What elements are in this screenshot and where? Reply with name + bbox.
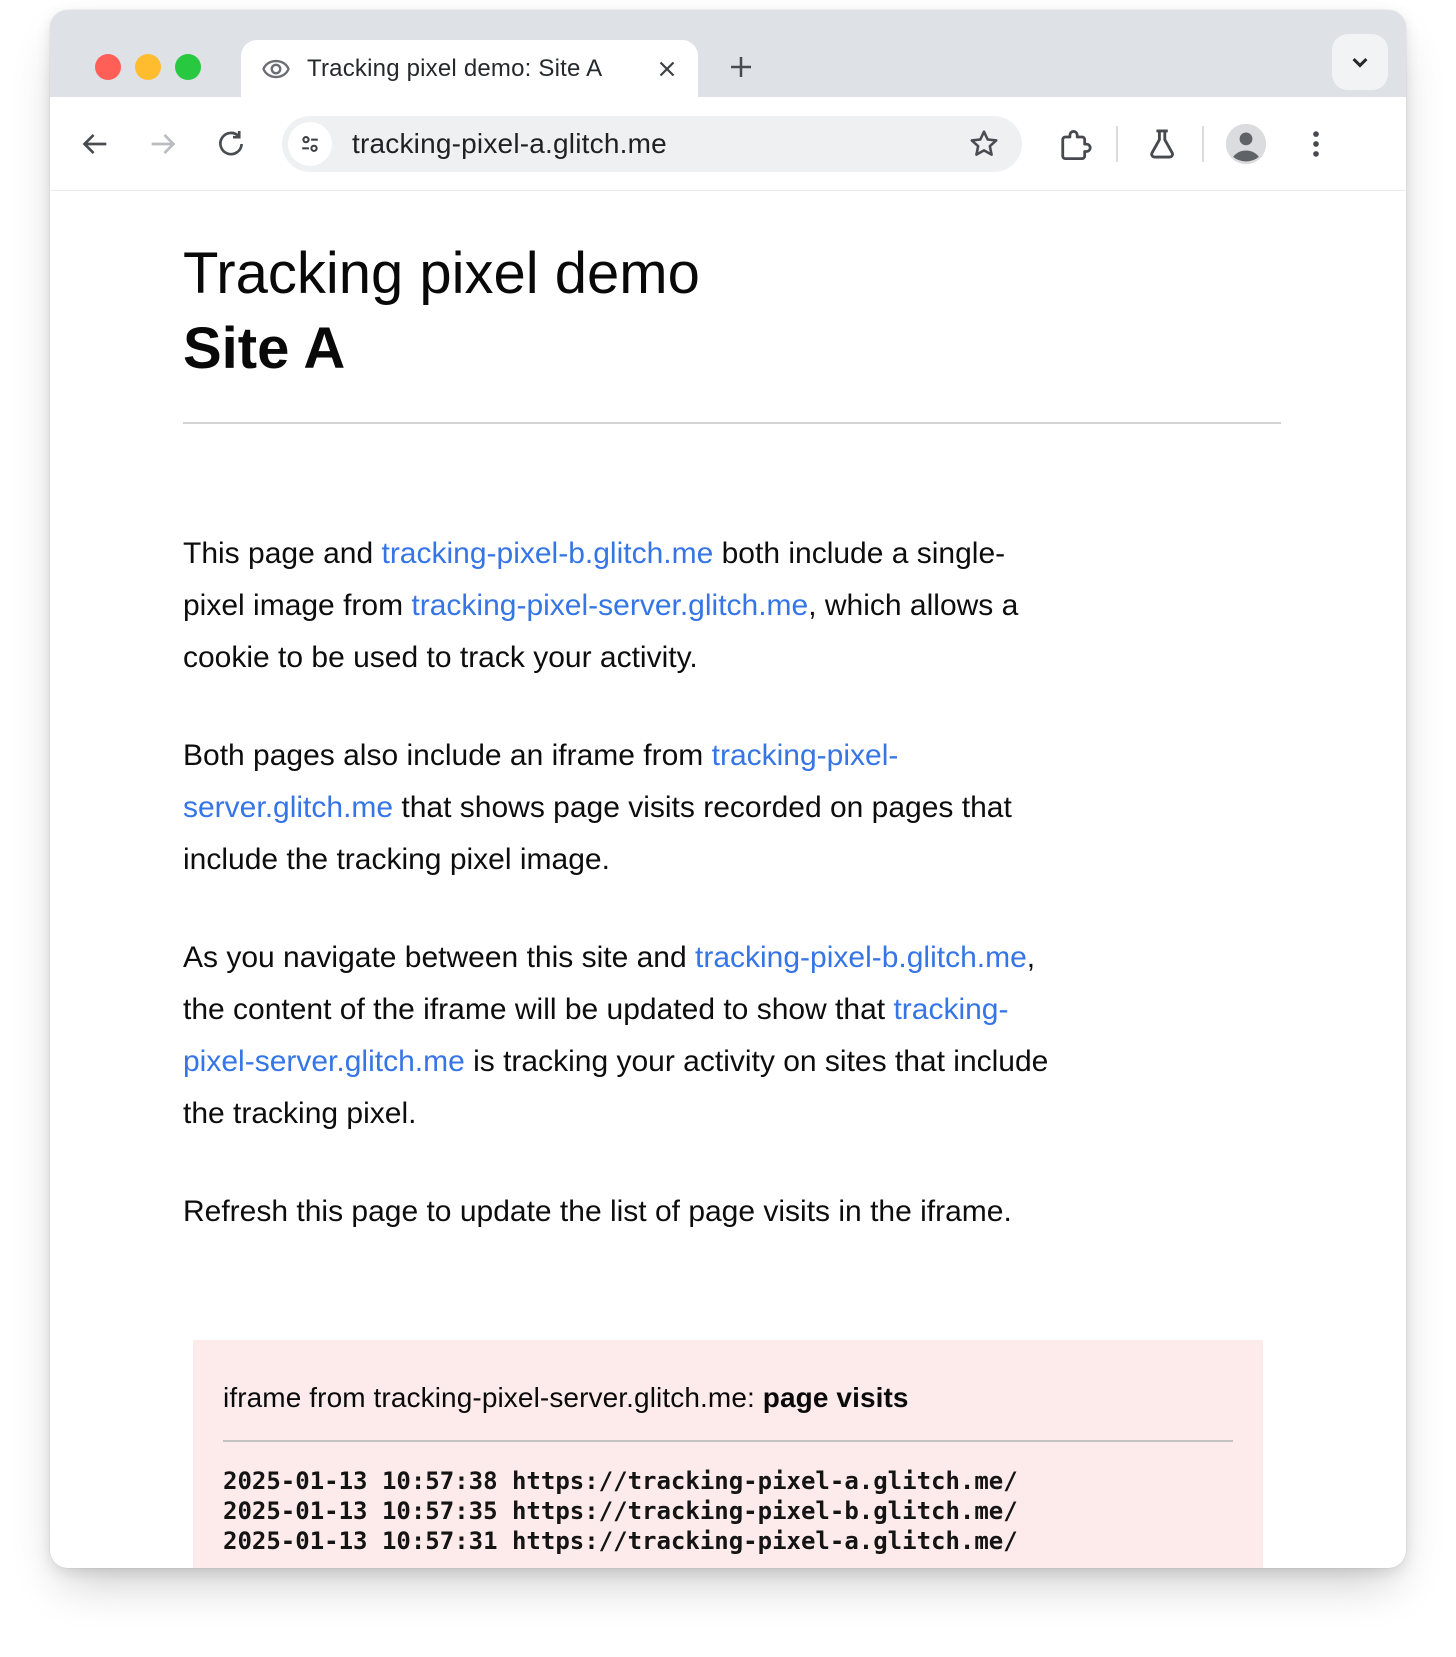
toolbar-divider bbox=[1202, 126, 1204, 162]
visit-log-line: 2025-01-13 10:57:35 https://tracking-pixel-b.glitch.me/ bbox=[223, 1497, 1018, 1525]
flask-icon bbox=[1142, 126, 1178, 162]
paragraph-line bbox=[183, 528, 1293, 580]
visit-log-line: 2025-01-13 10:57:31 https://tracking-pixel-a.glitch.me/ bbox=[223, 1527, 1018, 1555]
address-bar[interactable] bbox=[282, 116, 1022, 172]
text-link[interactable]: server.glitch.me bbox=[183, 791, 394, 824]
paragraph-text: the content of the iframe will be updated to show that bbox=[183, 993, 894, 1026]
reload-icon bbox=[214, 127, 248, 161]
site-settings-icon bbox=[297, 131, 323, 157]
forward-button[interactable] bbox=[140, 121, 186, 167]
paragraph-text: Both pages also include an iframe from bbox=[183, 739, 712, 772]
paragraph-text: , bbox=[1026, 941, 1036, 974]
text-link[interactable]: tracking-pixel- bbox=[711, 739, 899, 772]
site-settings-button[interactable] bbox=[288, 122, 332, 166]
paragraph-text: is tracking your activity on sites that include bbox=[464, 1045, 1049, 1078]
page-title-line2: Site A bbox=[183, 316, 346, 381]
paragraph-line bbox=[183, 782, 1293, 834]
paragraph-text: , which allows a bbox=[808, 589, 1019, 622]
browser-window bbox=[50, 10, 1406, 1568]
paragraph-text: include the tracking pixel image. bbox=[183, 843, 610, 876]
forward-arrow-icon bbox=[146, 127, 180, 161]
menu-button[interactable] bbox=[1294, 122, 1338, 166]
minimize-window-button[interactable] bbox=[135, 54, 161, 80]
paragraph-text: As you navigate between this site and bbox=[183, 941, 695, 974]
text-link[interactable]: tracking-pixel-b.glitch.me bbox=[695, 941, 1027, 974]
paragraph-text: both include a single- bbox=[713, 537, 1006, 570]
page-content bbox=[50, 191, 1406, 1568]
visit-log bbox=[223, 1466, 1233, 1556]
text-link[interactable]: tracking-pixel-b.glitch.me bbox=[381, 537, 714, 570]
intro-paragraphs bbox=[183, 528, 1293, 1238]
paragraph-text: the tracking pixel. bbox=[183, 1097, 417, 1130]
paragraph-text: that shows page visits recorded on pages that bbox=[393, 791, 1012, 824]
active-tab[interactable] bbox=[241, 40, 698, 97]
chevron-down-icon bbox=[1346, 48, 1374, 76]
tab-title: Tracking pixel demo: Site A bbox=[307, 54, 603, 82]
back-button[interactable] bbox=[72, 121, 118, 167]
close-window-button[interactable] bbox=[95, 54, 121, 80]
text-link[interactable]: tracking- bbox=[893, 993, 1009, 1026]
paragraph-line bbox=[183, 984, 1293, 1036]
zoom-window-button[interactable] bbox=[175, 54, 201, 80]
paragraph-line bbox=[183, 632, 1293, 684]
eye-favicon-icon bbox=[261, 54, 291, 84]
paragraph-text: Refresh this page to update the list of page visits in the iframe. bbox=[183, 1195, 1012, 1228]
visit-log-line: 2025-01-13 10:57:38 https://tracking-pixel-a.glitch.me/ bbox=[223, 1467, 1018, 1495]
toolbar-actions bbox=[1052, 122, 1338, 166]
close-tab-icon[interactable] bbox=[654, 56, 680, 82]
three-dot-menu-icon bbox=[1299, 127, 1333, 161]
puzzle-icon bbox=[1055, 125, 1093, 163]
iframe-heading-prefix: iframe from tracking-pixel-server.glitch.me: bbox=[223, 1382, 763, 1413]
tab-search-button[interactable] bbox=[1332, 34, 1388, 90]
iframe-divider bbox=[223, 1440, 1233, 1442]
tab-strip bbox=[50, 10, 1406, 97]
paragraph bbox=[183, 528, 1293, 684]
text-link[interactable]: pixel-server.glitch.me bbox=[183, 1045, 465, 1078]
reload-button[interactable] bbox=[208, 121, 254, 167]
new-tab-button[interactable] bbox=[719, 45, 763, 89]
profile-avatar-icon bbox=[1224, 122, 1268, 166]
paragraph-text: pixel image from bbox=[183, 589, 412, 622]
paragraph-line bbox=[183, 834, 1293, 886]
iframe-heading bbox=[223, 1382, 1233, 1414]
browser-toolbar bbox=[50, 97, 1406, 191]
page-title bbox=[183, 236, 1406, 386]
paragraph-line bbox=[183, 580, 1293, 632]
paragraph-line bbox=[183, 1088, 1293, 1140]
url-text: tracking-pixel-a.glitch.me bbox=[352, 127, 667, 159]
paragraph bbox=[183, 932, 1293, 1140]
paragraph-line bbox=[183, 932, 1293, 984]
paragraph bbox=[183, 730, 1293, 886]
paragraph-text: This page and bbox=[183, 537, 382, 570]
profile-button[interactable] bbox=[1224, 122, 1268, 166]
paragraph-line bbox=[183, 1186, 1293, 1238]
page-title-line1: Tracking pixel demo bbox=[183, 241, 700, 306]
paragraph-line bbox=[183, 730, 1293, 782]
divider bbox=[183, 422, 1281, 424]
paragraph bbox=[183, 1186, 1293, 1238]
experiments-button[interactable] bbox=[1138, 122, 1182, 166]
paragraph-line bbox=[183, 1036, 1293, 1088]
iframe-heading-emphasis: page visits bbox=[762, 1382, 909, 1413]
toolbar-divider bbox=[1116, 126, 1118, 162]
window-controls bbox=[95, 54, 201, 80]
tracking-iframe bbox=[193, 1340, 1263, 1568]
bookmark-button[interactable] bbox=[966, 126, 1002, 162]
back-arrow-icon bbox=[78, 127, 112, 161]
text-link[interactable]: tracking-pixel-server.glitch.me bbox=[411, 589, 809, 622]
star-icon bbox=[966, 126, 1002, 162]
extensions-button[interactable] bbox=[1052, 122, 1096, 166]
paragraph-text: cookie to be used to track your activity. bbox=[183, 641, 698, 674]
